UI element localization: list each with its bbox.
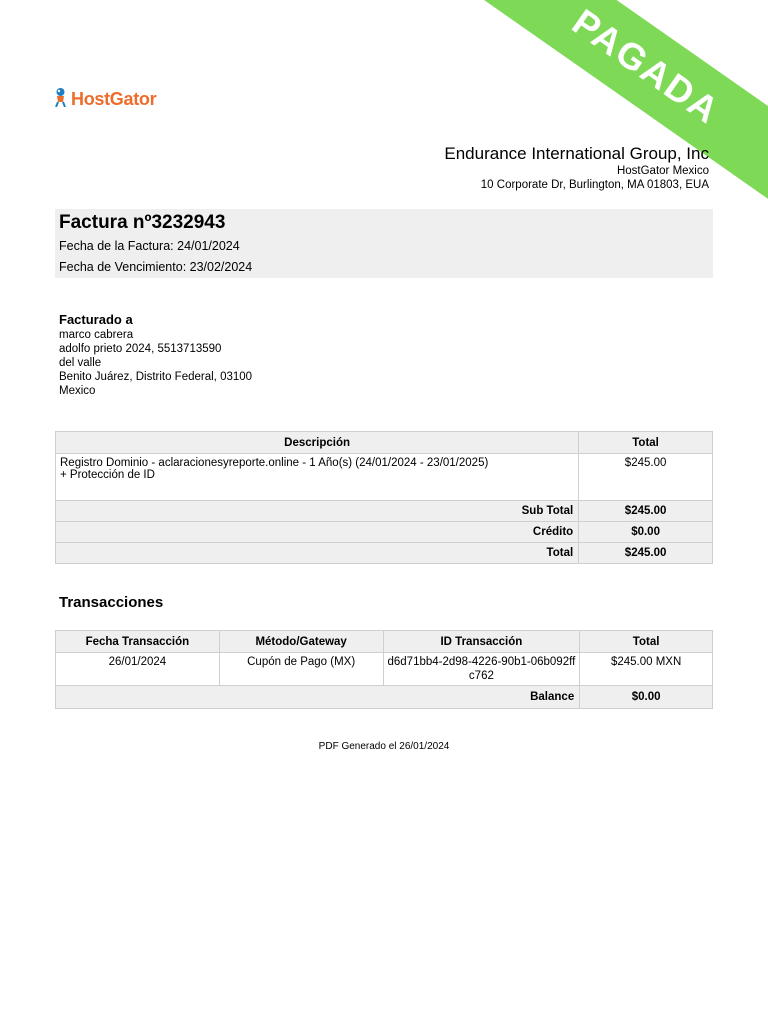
balance-row [56, 686, 713, 709]
col-header-method: Método/Gateway [219, 631, 383, 653]
invoice-due-date: Fecha de Vencimiento: 23/02/2024 [59, 260, 253, 274]
logo-text: HostGator [71, 88, 157, 109]
transaction-method: Cupón de Pago (MX) [219, 653, 383, 686]
items-table [55, 431, 713, 564]
transaction-id [383, 653, 580, 686]
col-header-date: Fecha Transacción [56, 631, 220, 653]
item-description-line: + Protección de ID [60, 469, 155, 481]
paid-stamp: PAGADA [468, 0, 768, 200]
transaction-total: $245.00 MXN [580, 653, 713, 686]
subtotal-value: $245.00 [579, 501, 713, 522]
total-value: $245.00 [579, 543, 713, 564]
subtotal-label: Sub Total [56, 501, 579, 522]
subtotal-row [56, 501, 713, 522]
company-name: Endurance International Group, Inc [444, 144, 709, 163]
balance-label: Balance [56, 686, 580, 709]
invoice-header [55, 209, 713, 278]
col-header-total: Total [580, 631, 713, 653]
table-row [56, 653, 713, 686]
hostgator-logo [54, 86, 156, 112]
transactions-table [55, 630, 713, 709]
item-total: $245.00 [579, 454, 713, 501]
table-row [56, 454, 713, 501]
billed-to-title: Facturado a [59, 312, 133, 327]
billed-to-line: Benito Juárez, Distrito Federal, 03100 [59, 371, 253, 383]
billed-to-line: del valle [59, 357, 102, 369]
billed-to [59, 312, 252, 398]
transactions-title: Transacciones [59, 594, 164, 611]
pdf-footer: PDF Generado el 26/01/2024 [318, 741, 450, 752]
company-info [444, 144, 709, 192]
transaction-id-line: c762 [468, 670, 494, 682]
col-header-description: Descripción [56, 432, 579, 454]
credit-row [56, 522, 713, 543]
transactions-header-row [56, 631, 713, 653]
items-header-row [56, 432, 713, 454]
col-header-total: Total [579, 432, 713, 454]
company-branch: HostGator Mexico [616, 165, 709, 177]
total-row [56, 543, 713, 564]
billed-to-line: marco cabrera [59, 329, 134, 341]
item-description-line: Registro Dominio - aclaracionesyreporte.online - 1 Año(s) (24/01/2024 - 23/01/2025) [60, 457, 489, 469]
gator-mascot-icon [54, 87, 67, 112]
invoice-title: Factura nº3232943 [59, 212, 226, 233]
billed-to-line: Mexico [59, 385, 96, 397]
col-header-id: ID Transacción [383, 631, 580, 653]
billed-to-line: adolfo prieto 2024, 5513713590 [59, 343, 222, 355]
credit-label: Crédito [56, 522, 579, 543]
transaction-date: 26/01/2024 [56, 653, 220, 686]
invoice-date: Fecha de la Factura: 24/01/2024 [59, 239, 240, 253]
balance-value: $0.00 [580, 686, 713, 709]
item-description [56, 454, 579, 501]
company-address: 10 Corporate Dr, Burlington, MA 01803, EUA [480, 179, 709, 191]
transaction-id-line: d6d71bb4-2d98-4226-90b1-06b092ff [387, 656, 576, 668]
total-label: Total [56, 543, 579, 564]
credit-value: $0.00 [579, 522, 713, 543]
